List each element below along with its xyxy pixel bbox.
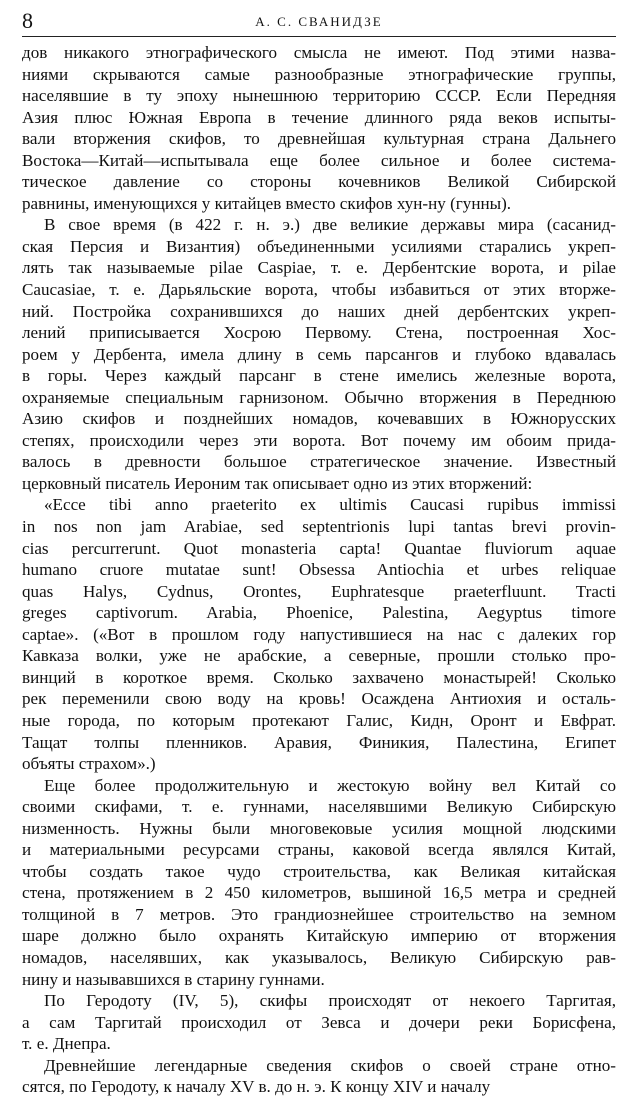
text-line: сятся, по Геродоту, к началу XV в. до н. э. К концу XIV и началу bbox=[22, 1077, 491, 1097]
text-line: Азия плюс Южная Европа в течение длинного ряда веков испыты- bbox=[22, 107, 616, 127]
text-line: валось в древности большое стратегическое значение. Известный bbox=[22, 452, 616, 472]
paragraph bbox=[22, 990, 616, 1055]
text-line: в горы. Через каждый парсанг в стене имелись железные ворота, bbox=[22, 366, 616, 386]
text-line: quas Halys, Cydnus, Orontes, Euphratesque praeterfluunt. Tracti bbox=[22, 581, 616, 601]
text-line: Еще более продолжительную и жестокую войну вел Китай со bbox=[44, 775, 616, 795]
text-line: и материальными ресурсами страны, каковой всегда являлся Китай, bbox=[22, 840, 616, 860]
page-header bbox=[22, 8, 616, 37]
page-number: 8 bbox=[22, 8, 33, 33]
text-line: humano cruore mutatae sunt! Obsessa Antiochia et urbes reliquae bbox=[22, 560, 616, 580]
text-line: т. е. Днепра. bbox=[22, 1034, 111, 1054]
text-line: шаре должно было охранять Китайскую империю от вторжения bbox=[22, 926, 616, 946]
text-line: стена, протяжением в 2 450 километров, вышиной 16,5 метра и средней bbox=[22, 883, 616, 903]
text-line: лений приписывается Хосрою Первому. Стена, построенная Хос- bbox=[22, 323, 616, 343]
text-line: церковный писатель Иероним так описывает одно из этих вторжений: bbox=[22, 473, 533, 493]
text-line: ниями скрываются самые разнообразные этнографические группы, bbox=[22, 64, 616, 84]
text-line: равнины, именующихся у китайцев вместо скифов хун-ну (гунны). bbox=[22, 193, 512, 213]
text-line: greges captivorum. Arabia, Phoenice, Palestina, Aegyptus timore bbox=[22, 603, 616, 623]
text-line: нину и называвшихся в старину гуннами. bbox=[22, 969, 325, 989]
text-line: in nos non jam Arabiae, sed septentrionis lupi tantas brevi provin- bbox=[22, 517, 616, 537]
text-line: роем у Дербента, имела длину в семь парсангов и глубоко вдавалась bbox=[22, 344, 616, 364]
running-title: А. С. СВАНИДЗЕ bbox=[255, 14, 383, 29]
text-line: ний. Постройка сохранившихся до наших дней дербентских укреп- bbox=[22, 301, 616, 321]
text-line: а сам Таргитай происходил от Зевса и дочери реки Борисфена, bbox=[22, 1012, 616, 1032]
text-line: Древнейшие легендарные сведения скифов о своей стране отно- bbox=[44, 1055, 616, 1075]
paragraph bbox=[22, 42, 616, 214]
text-line: captae». («Вот в прошлом году напустившиеся на нас с далеких гор bbox=[22, 624, 616, 644]
paragraph bbox=[22, 1055, 616, 1098]
text-line: степях, происходили через эти ворота. Вот почему им обоим прида- bbox=[22, 430, 616, 450]
text-line: В свое время (в 422 г. н. э.) две великие державы мира (сасанид- bbox=[44, 215, 616, 235]
text-line: номадов, населявших, как указывалось, Великую Сибирскую рав- bbox=[22, 947, 616, 967]
text-line: ные города, по которым протекают Галис, Кидн, Оронт и Евфрат. bbox=[22, 710, 616, 730]
text-line: винций в короткое время. Сколько захвачено монастырей! Сколько bbox=[22, 667, 616, 687]
paragraph bbox=[22, 775, 616, 990]
text-line: рек переменили свою воду на кровь! Осаждена Антиохия и осталь- bbox=[22, 689, 616, 709]
text-line: населявшие в ту эпоху нынешнюю территорию СССР. Если Передняя bbox=[22, 86, 616, 106]
paragraph bbox=[22, 214, 616, 494]
text-line: ская Персия и Византия) объединенными усилиями старались укреп- bbox=[22, 236, 616, 256]
text-line: По Геродоту (IV, 5), скифы происходят от некоего Таргитая, bbox=[44, 991, 616, 1011]
text-line: охраняемые специальным гарнизоном. Обычно вторжения в Переднюю bbox=[22, 387, 616, 407]
text-line: дов никакого этнографического смысла не имеют. Под этими назва- bbox=[22, 43, 616, 62]
text-line: объяты страхом».) bbox=[22, 754, 156, 774]
text-line: Кавказа волки, уже не арабские, а северные, прошли столько про- bbox=[22, 646, 616, 666]
text-line: низменность. Нужны были многовековые усилия мощной людскими bbox=[22, 818, 616, 838]
text-line: тическое давление со стороны кочевников Великой Сибирской bbox=[22, 172, 616, 192]
body-text bbox=[22, 42, 616, 1098]
text-line: вали вторжения скифов, то древнейшая культурная страна Дальнего bbox=[22, 129, 616, 149]
text-line: чтобы создать такое чудо строительства, как Великая китайская bbox=[22, 861, 616, 881]
text-line: лять так называемые pilae Caspiae, т. е. Дербентские ворота, и pilae bbox=[22, 258, 616, 278]
text-line: Востока—Китай—испытывала еще более сильное и более система- bbox=[22, 150, 616, 170]
book-page bbox=[22, 8, 616, 1098]
text-line: «Ecce tibi anno praeterito ex ultimis Caucasi rupibus immissi bbox=[44, 495, 616, 515]
text-line: Азию скифов и позднейших номадов, кочевавших в Южнорусских bbox=[22, 409, 616, 429]
text-line: своими скифами, т. е. гуннами, населявшими Великую Сибирскую bbox=[22, 797, 616, 817]
text-line: Caucasiae, т. е. Дарьяльские ворота, чтобы избавиться от этих вторже- bbox=[22, 280, 616, 300]
text-line: Тащат толпы пленников. Аравия, Финикия, Палестина, Египет bbox=[22, 732, 616, 752]
paragraph bbox=[22, 494, 616, 774]
text-line: толщиной в 7 метров. Это грандиознейшее строительство на земном bbox=[22, 904, 616, 924]
text-line: cias percurrerunt. Quot monasteria capta! Quantae fluviorum aquae bbox=[22, 538, 616, 558]
